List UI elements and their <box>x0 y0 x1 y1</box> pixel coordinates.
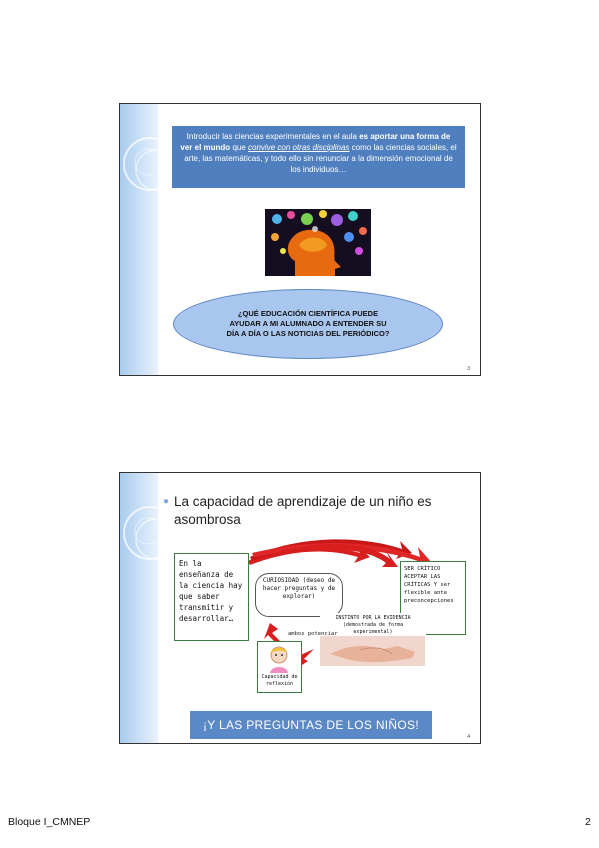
intro-text-box <box>172 126 465 188</box>
critical-text: SER CRÍTICO ACEPTAR LAS CRÍTICAS Y ser flexible ante preconcepciones <box>404 566 454 604</box>
slide-title-text: La capacidad de aprendizaje de un niño es asombrosa <box>174 494 432 527</box>
instinct-text: INSTINTO POR LA EVIDENCIA (demostrada de forma experimental) <box>335 615 411 635</box>
reflection-text: Capacidad de reflexión <box>261 674 298 687</box>
question-ellipse <box>173 289 443 359</box>
intro-text-post: como las ciencias sociales, el arte, las matemáticas, y todo ello sin renunciar a la dimensión emocional de los individuos… <box>184 143 457 174</box>
slide-4 <box>119 472 481 744</box>
intro-text-mid: que <box>232 143 246 152</box>
curiosity-text: CURIOSIDAD (deseo de hacer preguntas y de explorar) <box>262 577 336 600</box>
slide-3 <box>119 103 481 376</box>
ambos-label: ambos potenciar <box>288 631 338 637</box>
teaching-box <box>174 553 249 641</box>
slide-number: 4 <box>467 734 470 740</box>
slide-number: 3 <box>467 366 470 372</box>
footer-document-title: Bloque I_CMNEP <box>8 816 91 828</box>
question-text: ¿QUÉ EDUCACIÓN CIENTÍFICA PUEDE AYUDAR A MI ALUMNADO A ENTENDER SU DÍA A DÍA O LAS NOTICIAS DEL PERIÓDICO? <box>226 309 390 338</box>
handshake-image <box>320 636 425 666</box>
bullet-icon: ● <box>163 496 170 507</box>
intro-text-bold: es aportar una forma de ver el mundo <box>180 132 451 152</box>
curiosity-box <box>255 573 343 617</box>
slide-sidebar-decoration <box>120 104 158 375</box>
intro-text-pre: Introducir las ciencias experimentales en el aula <box>186 132 357 141</box>
footer-page-number: 2 <box>585 816 591 828</box>
child-illustration <box>266 645 292 673</box>
head-illustration <box>265 209 371 276</box>
intro-text-underlined: convive con otras disciplinas <box>248 143 350 152</box>
questions-banner: ¡Y LAS PREGUNTAS DE LOS NIÑOS! <box>190 711 432 739</box>
teaching-box-text: En la enseñanza de la ciencia hay que saber transmitir y desarrollar… <box>179 559 243 623</box>
